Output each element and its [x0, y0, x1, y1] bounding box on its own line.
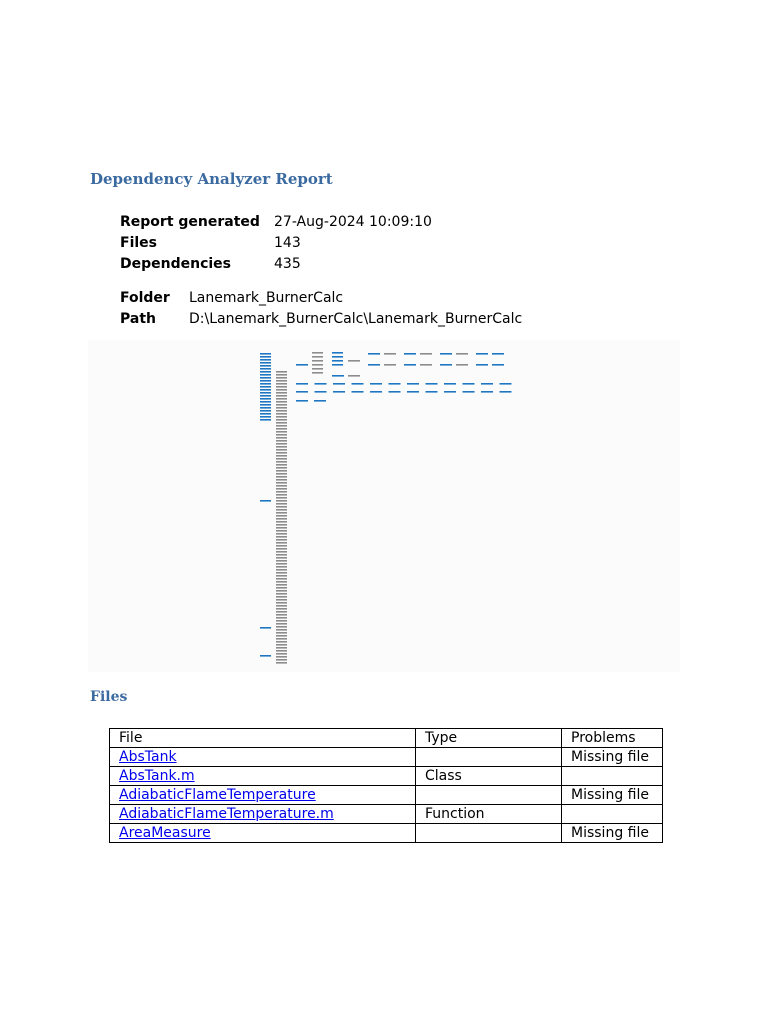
graph-node-mark: [260, 413, 271, 415]
graph-node-mark: [276, 515, 287, 517]
graph-node-mark: [260, 371, 271, 373]
graph-node-mark: [276, 434, 287, 436]
graph-node-mark: [276, 530, 287, 532]
graph-node-mark: [276, 371, 287, 373]
dependencies-value: 435: [274, 256, 301, 272]
file-problems: Missing file: [562, 786, 663, 805]
graph-node-mark: [440, 353, 452, 355]
graph-node-mark: [312, 372, 323, 374]
header-file: File: [110, 729, 416, 748]
graph-node-mark: [352, 383, 364, 385]
table-row: [110, 786, 663, 805]
graph-node-mark: [476, 353, 488, 355]
graph-node-mark: [276, 578, 287, 580]
graph-node-mark: [276, 587, 287, 589]
graph-node-mark: [440, 364, 452, 366]
graph-node-mark: [276, 503, 287, 505]
graph-node-mark: [260, 386, 271, 388]
graph-node-mark: [276, 512, 287, 514]
file-type: [416, 748, 562, 767]
graph-node-mark: [276, 479, 287, 481]
graph-node-mark: [276, 467, 287, 469]
graph-node-mark: [389, 391, 401, 393]
graph-node-mark: [276, 452, 287, 454]
graph-node-mark: [296, 400, 308, 402]
graph-node-mark: [368, 364, 380, 366]
graph-node-mark: [314, 400, 326, 402]
graph-node-mark: [276, 464, 287, 466]
graph-node-mark: [276, 644, 287, 646]
path-label: Path: [120, 311, 156, 327]
graph-node-mark: [276, 443, 287, 445]
graph-node-mark: [296, 383, 308, 385]
graph-node-mark: [384, 364, 396, 366]
graph-node-mark: [276, 572, 287, 574]
graph-node-mark: [276, 419, 287, 421]
graph-node-mark: [276, 422, 287, 424]
graph-node-mark: [332, 364, 343, 366]
graph-node-mark: [276, 518, 287, 520]
file-link[interactable]: AbsTank: [119, 749, 177, 765]
folder-value: Lanemark_BurnerCalc: [189, 290, 344, 306]
graph-node-mark: [260, 389, 271, 391]
graph-node-mark: [260, 383, 271, 385]
graph-node-mark: [276, 620, 287, 622]
graph-node-mark: [260, 655, 271, 657]
graph-node-mark: [276, 389, 287, 391]
graph-node-mark: [312, 356, 323, 358]
graph-node-mark: [276, 500, 287, 502]
files-heading: Files: [90, 689, 128, 705]
graph-node-mark: [276, 398, 287, 400]
graph-node-mark: [276, 554, 287, 556]
summary-row-generated: [120, 213, 432, 232]
graph-node-mark: [276, 473, 287, 475]
graph-node-mark: [276, 533, 287, 535]
graph-node-mark: [276, 542, 287, 544]
graph-node-mark: [276, 425, 287, 427]
graph-node-mark: [260, 500, 271, 502]
graph-node-mark: [276, 602, 287, 604]
summary-row-dependencies: [120, 255, 432, 274]
graph-node-mark: [420, 364, 432, 366]
graph-node-mark: [481, 383, 493, 385]
table-row: [110, 824, 663, 843]
graph-node-mark: [276, 647, 287, 649]
files-label: Files: [120, 235, 157, 251]
summary-row-files: [120, 234, 432, 253]
graph-node-mark: [276, 596, 287, 598]
graph-node-mark: [276, 374, 287, 376]
graph-node-mark: [296, 391, 308, 393]
graph-node-mark: [276, 506, 287, 508]
graph-node-mark: [276, 446, 287, 448]
graph-node-mark: [332, 356, 343, 358]
graph-node-mark: [276, 575, 287, 577]
graph-node-mark: [370, 383, 382, 385]
graph-node-mark: [276, 605, 287, 607]
graph-node-mark: [276, 482, 287, 484]
graph-node-mark: [260, 353, 271, 355]
graph-node-mark: [276, 509, 287, 511]
graph-node-mark: [500, 391, 512, 393]
graph-node-mark: [276, 470, 287, 472]
graph-node-mark: [260, 374, 271, 376]
graph-node-mark: [368, 353, 380, 355]
graph-node-mark: [260, 362, 271, 364]
graph-node-mark: [260, 395, 271, 397]
graph-node-mark: [276, 608, 287, 610]
graph-node-mark: [456, 364, 468, 366]
graph-node-mark: [276, 524, 287, 526]
graph-node-mark: [276, 488, 287, 490]
file-type: [416, 786, 562, 805]
report-location: [118, 287, 524, 331]
graph-node-mark: [404, 364, 416, 366]
graph-node-mark: [276, 461, 287, 463]
files-value: 143: [274, 235, 301, 251]
graph-node-mark: [315, 391, 327, 393]
graph-node-mark: [276, 551, 287, 553]
graph-node-mark: [276, 407, 287, 409]
graph-node-mark: [276, 662, 287, 664]
graph-node-mark: [276, 527, 287, 529]
file-problems: [562, 767, 663, 786]
graph-node-mark: [476, 364, 488, 366]
graph-node-mark: [260, 404, 271, 406]
report-title: Dependency Analyzer Report: [90, 170, 333, 188]
graph-node-mark: [276, 635, 287, 637]
graph-node-mark: [456, 353, 468, 355]
file-type: Class: [416, 767, 562, 786]
graph-node-mark: [260, 365, 271, 367]
path-value: D:\Lanemark_BurnerCalc\Lanemark_BurnerCalc: [189, 311, 523, 327]
graph-node-mark: [260, 627, 271, 629]
location-row-path: [120, 310, 522, 329]
dependencies-label: Dependencies: [120, 256, 232, 272]
graph-node-mark: [276, 383, 287, 385]
graph-node-mark: [260, 377, 271, 379]
graph-node-mark: [407, 391, 419, 393]
graph-node-mark: [276, 581, 287, 583]
graph-node-mark: [333, 383, 345, 385]
graph-node-mark: [370, 391, 382, 393]
graph-node-mark: [276, 650, 287, 652]
file-problems: [562, 805, 663, 824]
generated-value: 27-Aug-2024 10:09:10: [274, 214, 432, 230]
table-row: [110, 748, 663, 767]
file-link[interactable]: AdiabaticFlameTemperature.m: [119, 806, 334, 822]
graph-node-mark: [276, 593, 287, 595]
graph-node-mark: [312, 364, 323, 366]
graph-node-mark: [276, 557, 287, 559]
graph-node-mark: [312, 368, 323, 370]
graph-node-mark: [276, 431, 287, 433]
graph-node-mark: [276, 440, 287, 442]
graph-node-mark: [333, 391, 345, 393]
graph-node-mark: [276, 428, 287, 430]
graph-node-mark: [352, 391, 364, 393]
dependency-graph[interactable]: [88, 340, 680, 672]
graph-node-mark: [276, 458, 287, 460]
graph-node-mark: [463, 391, 475, 393]
graph-node-mark: [276, 410, 287, 412]
graph-node-mark: [276, 416, 287, 418]
file-link[interactable]: AreaMeasure: [119, 825, 211, 841]
graph-node-mark: [315, 383, 327, 385]
files-table: [109, 728, 663, 843]
file-type: [416, 824, 562, 843]
graph-node-mark: [312, 360, 323, 362]
graph-node-mark: [426, 383, 438, 385]
graph-node-mark: [276, 449, 287, 451]
graph-node-mark: [276, 380, 287, 382]
graph-node-mark: [276, 377, 287, 379]
graph-node-mark: [276, 569, 287, 571]
file-link[interactable]: AbsTank.m: [119, 768, 195, 784]
graph-node-mark: [407, 383, 419, 385]
graph-node-mark: [481, 391, 493, 393]
graph-node-mark: [276, 476, 287, 478]
graph-node-mark: [276, 539, 287, 541]
generated-label: Report generated: [120, 214, 260, 230]
graph-node-mark: [276, 491, 287, 493]
graph-node-mark: [276, 629, 287, 631]
graph-node-mark: [276, 413, 287, 415]
graph-node-mark: [260, 392, 271, 394]
graph-node-mark: [260, 416, 271, 418]
graph-node-mark: [276, 548, 287, 550]
graph-node-mark: [260, 380, 271, 382]
graph-node-mark: [260, 410, 271, 412]
graph-node-mark: [276, 584, 287, 586]
graph-node-mark: [276, 404, 287, 406]
graph-node-mark: [276, 494, 287, 496]
file-link[interactable]: AdiabaticFlameTemperature: [119, 787, 316, 803]
graph-node-mark: [276, 566, 287, 568]
file-type: Function: [416, 805, 562, 824]
graph-node-mark: [260, 407, 271, 409]
graph-node-mark: [276, 632, 287, 634]
graph-node-mark: [296, 364, 308, 366]
graph-node-mark: [276, 560, 287, 562]
graph-node-mark: [276, 638, 287, 640]
graph-node-mark: [276, 386, 287, 388]
graph-node-mark: [276, 521, 287, 523]
graph-node-mark: [260, 356, 271, 358]
graph-node-mark: [276, 401, 287, 403]
graph-node-mark: [492, 353, 504, 355]
graph-node-mark: [276, 497, 287, 499]
graph-node-mark: [276, 614, 287, 616]
report-summary: [118, 211, 434, 276]
graph-node-mark: [276, 653, 287, 655]
graph-node-mark: [276, 437, 287, 439]
graph-node-mark: [332, 375, 344, 377]
graph-node-mark: [276, 623, 287, 625]
graph-node-mark: [276, 536, 287, 538]
graph-node-mark: [332, 360, 343, 362]
graph-node-mark: [276, 455, 287, 457]
graph-node-mark: [348, 375, 360, 377]
graph-node-mark: [492, 364, 504, 366]
graph-node-mark: [276, 392, 287, 394]
graph-node-mark: [276, 545, 287, 547]
graph-node-mark: [444, 391, 456, 393]
graph-node-mark: [312, 352, 323, 354]
graph-node-mark: [260, 401, 271, 403]
graph-node-mark: [276, 599, 287, 601]
graph-node-mark: [384, 353, 396, 355]
graph-node-mark: [420, 353, 432, 355]
graph-node-mark: [260, 368, 271, 370]
graph-node-mark: [260, 398, 271, 400]
graph-node-mark: [444, 383, 456, 385]
files-table-header: [110, 729, 663, 748]
graph-node-mark: [276, 626, 287, 628]
location-row-folder: [120, 289, 522, 308]
graph-node-mark: [276, 563, 287, 565]
graph-node-mark: [260, 419, 271, 421]
graph-node-mark: [276, 641, 287, 643]
graph-node-mark: [260, 359, 271, 361]
graph-node-mark: [276, 617, 287, 619]
graph-node-mark: [276, 656, 287, 658]
dependency-graph-canvas: [88, 340, 680, 672]
graph-node-mark: [332, 352, 343, 354]
graph-node-mark: [276, 659, 287, 661]
graph-node-mark: [348, 360, 360, 362]
graph-node-mark: [276, 485, 287, 487]
table-row: [110, 767, 663, 786]
file-problems: Missing file: [562, 824, 663, 843]
header-type: Type: [416, 729, 562, 748]
graph-node-mark: [426, 391, 438, 393]
graph-node-mark: [276, 611, 287, 613]
folder-label: Folder: [120, 290, 170, 306]
graph-node-mark: [463, 383, 475, 385]
graph-node-mark: [276, 590, 287, 592]
graph-node-mark: [500, 383, 512, 385]
file-problems: Missing file: [562, 748, 663, 767]
graph-node-mark: [276, 395, 287, 397]
graph-node-mark: [404, 353, 416, 355]
table-row: [110, 805, 663, 824]
graph-node-mark: [389, 383, 401, 385]
header-problems: Problems: [562, 729, 663, 748]
